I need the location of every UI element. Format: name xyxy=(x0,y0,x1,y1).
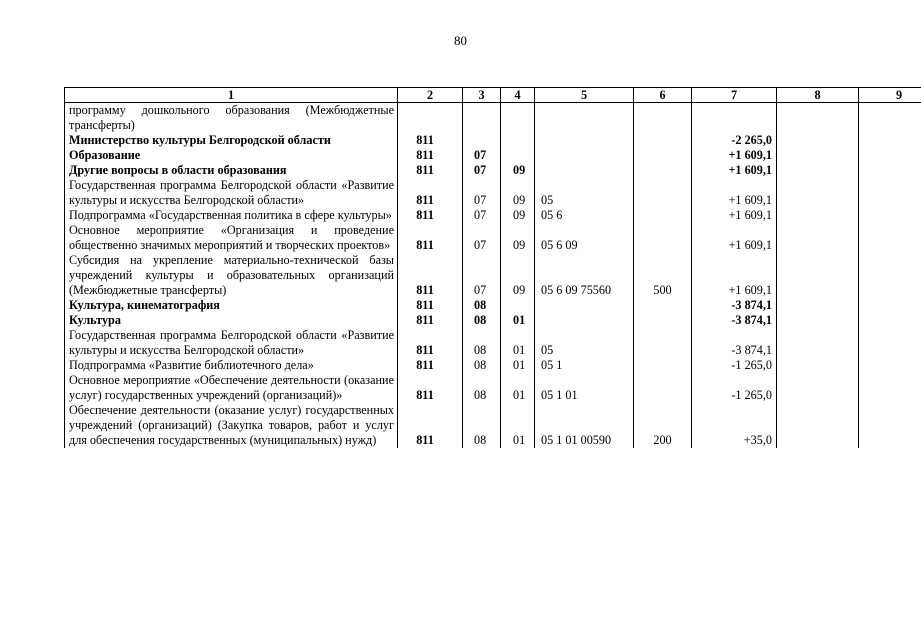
row-empty-cell xyxy=(777,373,859,403)
row-subsection-code: 09 xyxy=(501,208,535,223)
row-description: Подпрограмма «Государственная политика в сфере культуры» xyxy=(65,208,398,223)
row-target-code xyxy=(535,298,634,313)
row-ministry-code: 811 xyxy=(398,208,463,223)
row-expense-type xyxy=(634,328,692,358)
row-target-code xyxy=(535,313,634,328)
row-empty-cell xyxy=(859,163,921,178)
row-ministry-code: 811 xyxy=(398,253,463,298)
row-section-code xyxy=(463,133,501,148)
col-header: 6 xyxy=(634,88,692,103)
row-empty-cell xyxy=(859,298,921,313)
row-empty-cell xyxy=(777,148,859,163)
table-row xyxy=(65,403,921,448)
row-ministry-code: 811 xyxy=(398,358,463,373)
row-subsection-code xyxy=(501,133,535,148)
row-empty-cell xyxy=(777,163,859,178)
row-section-code: 07 xyxy=(463,223,501,253)
row-amount: +1 609,1 xyxy=(692,163,777,178)
row-ministry-code: 811 xyxy=(398,163,463,178)
row-subsection-code: 01 xyxy=(501,358,535,373)
row-target-code: 05 xyxy=(535,178,634,208)
row-description: Образование xyxy=(65,148,398,163)
row-target-code: 05 6 09 75560 xyxy=(535,253,634,298)
row-description: Обеспечение деятельности (оказание услуг) государственных учреждений (организаций) (Закупка товаров, работ и услуг для обеспечения государственных (муниципальных) нужд) xyxy=(65,403,398,448)
row-subsection-code: 09 xyxy=(501,223,535,253)
table-row xyxy=(65,208,921,223)
row-target-code: 05 6 xyxy=(535,208,634,223)
row-section-code: 07 xyxy=(463,178,501,208)
row-description: Министерство культуры Белгородской области xyxy=(65,133,398,148)
row-ministry-code: 811 xyxy=(398,148,463,163)
table-row xyxy=(65,373,921,403)
table-body xyxy=(65,103,921,449)
row-empty-cell xyxy=(859,178,921,208)
row-description: Культура xyxy=(65,313,398,328)
row-subsection-code xyxy=(501,103,535,134)
row-empty-cell xyxy=(859,208,921,223)
row-empty-cell xyxy=(859,313,921,328)
row-description: Культура, кинематография xyxy=(65,298,398,313)
row-description: Основное мероприятие «Организация и проведение общественно значимых мероприятий и творческих проектов» xyxy=(65,223,398,253)
row-amount: +1 609,1 xyxy=(692,208,777,223)
row-section-code: 08 xyxy=(463,373,501,403)
row-ministry-code xyxy=(398,103,463,134)
row-ministry-code: 811 xyxy=(398,328,463,358)
row-description: Государственная программа Белгородской области «Развитие культуры и искусства Белгородской области» xyxy=(65,178,398,208)
row-section-code: 08 xyxy=(463,298,501,313)
row-empty-cell xyxy=(859,328,921,358)
table-row xyxy=(65,298,921,313)
row-empty-cell xyxy=(777,253,859,298)
row-amount: -3 874,1 xyxy=(692,328,777,358)
row-section-code: 07 xyxy=(463,253,501,298)
row-section-code xyxy=(463,103,501,134)
row-section-code: 08 xyxy=(463,358,501,373)
row-expense-type xyxy=(634,298,692,313)
table-row xyxy=(65,133,921,148)
row-section-code: 07 xyxy=(463,208,501,223)
row-ministry-code: 811 xyxy=(398,223,463,253)
table-row xyxy=(65,148,921,163)
row-subsection-code: 01 xyxy=(501,313,535,328)
row-expense-type xyxy=(634,373,692,403)
row-empty-cell xyxy=(859,148,921,163)
table-row xyxy=(65,328,921,358)
row-expense-type xyxy=(634,133,692,148)
col-header: 8 xyxy=(777,88,859,103)
row-subsection-code: 01 xyxy=(501,403,535,448)
row-amount: -3 874,1 xyxy=(692,313,777,328)
row-empty-cell xyxy=(777,298,859,313)
row-target-code: 05 xyxy=(535,328,634,358)
row-empty-cell xyxy=(777,328,859,358)
col-header: 4 xyxy=(501,88,535,103)
row-amount: +1 609,1 xyxy=(692,178,777,208)
table-row xyxy=(65,178,921,208)
row-expense-type xyxy=(634,163,692,178)
row-target-code xyxy=(535,133,634,148)
row-amount: +1 609,1 xyxy=(692,223,777,253)
row-ministry-code: 811 xyxy=(398,373,463,403)
row-target-code xyxy=(535,148,634,163)
row-description: Субсидия на укрепление материально-технической базы учреждений культуры и образовательных организаций (Межбюджетные трансферты) xyxy=(65,253,398,298)
row-description: программу дошкольного образования (Межбюджетные трансферты) xyxy=(65,103,398,134)
row-empty-cell xyxy=(859,133,921,148)
table-header-row xyxy=(65,88,921,103)
page-number: 80 xyxy=(454,33,467,48)
row-expense-type: 500 xyxy=(634,253,692,298)
row-section-code: 07 xyxy=(463,163,501,178)
col-header: 9 xyxy=(859,88,921,103)
budget-table xyxy=(64,87,921,448)
row-subsection-code: 09 xyxy=(501,178,535,208)
row-target-code xyxy=(535,163,634,178)
row-target-code: 05 1 01 00590 xyxy=(535,403,634,448)
table-row xyxy=(65,253,921,298)
row-section-code: 07 xyxy=(463,148,501,163)
row-empty-cell xyxy=(777,178,859,208)
row-empty-cell xyxy=(777,133,859,148)
row-expense-type xyxy=(634,223,692,253)
row-empty-cell xyxy=(777,208,859,223)
row-section-code: 08 xyxy=(463,313,501,328)
row-subsection-code: 01 xyxy=(501,328,535,358)
row-empty-cell xyxy=(859,103,921,134)
row-subsection-code: 09 xyxy=(501,163,535,178)
row-empty-cell xyxy=(859,358,921,373)
row-empty-cell xyxy=(777,313,859,328)
row-subsection-code xyxy=(501,148,535,163)
row-amount: -1 265,0 xyxy=(692,358,777,373)
row-amount xyxy=(692,103,777,134)
col-header: 2 xyxy=(398,88,463,103)
row-expense-type xyxy=(634,178,692,208)
row-empty-cell xyxy=(859,403,921,448)
row-target-code: 05 6 09 xyxy=(535,223,634,253)
row-amount: +1 609,1 xyxy=(692,253,777,298)
row-subsection-code: 01 xyxy=(501,373,535,403)
row-target-code xyxy=(535,103,634,134)
row-target-code: 05 1 xyxy=(535,358,634,373)
row-expense-type: 200 xyxy=(634,403,692,448)
row-subsection-code: 09 xyxy=(501,253,535,298)
row-ministry-code: 811 xyxy=(398,403,463,448)
row-amount: +35,0 xyxy=(692,403,777,448)
row-expense-type xyxy=(634,103,692,134)
table-row xyxy=(65,103,921,134)
row-description: Подпрограмма «Развитие библиотечного дела» xyxy=(65,358,398,373)
row-expense-type xyxy=(634,313,692,328)
row-amount: +1 609,1 xyxy=(692,148,777,163)
col-header: 1 xyxy=(65,88,398,103)
row-expense-type xyxy=(634,208,692,223)
table-row xyxy=(65,313,921,328)
table-row xyxy=(65,358,921,373)
row-amount: -3 874,1 xyxy=(692,298,777,313)
row-subsection-code xyxy=(501,298,535,313)
col-header: 7 xyxy=(692,88,777,103)
row-empty-cell xyxy=(859,223,921,253)
row-amount: -2 265,0 xyxy=(692,133,777,148)
row-amount: -1 265,0 xyxy=(692,373,777,403)
col-header: 3 xyxy=(463,88,501,103)
row-empty-cell xyxy=(859,373,921,403)
row-target-code: 05 1 01 xyxy=(535,373,634,403)
table-row xyxy=(65,163,921,178)
row-expense-type xyxy=(634,358,692,373)
row-ministry-code: 811 xyxy=(398,298,463,313)
table-row xyxy=(65,223,921,253)
row-ministry-code: 811 xyxy=(398,178,463,208)
col-header: 5 xyxy=(535,88,634,103)
row-empty-cell xyxy=(777,223,859,253)
row-section-code: 08 xyxy=(463,328,501,358)
row-empty-cell xyxy=(777,103,859,134)
row-ministry-code: 811 xyxy=(398,133,463,148)
row-expense-type xyxy=(634,148,692,163)
row-description: Государственная программа Белгородской области «Развитие культуры и искусства Белгородской области» xyxy=(65,328,398,358)
row-empty-cell xyxy=(777,403,859,448)
row-ministry-code: 811 xyxy=(398,313,463,328)
row-section-code: 08 xyxy=(463,403,501,448)
row-description: Основное мероприятие «Обеспечение деятельности (оказание услуг) государственных учреждений (организаций)» xyxy=(65,373,398,403)
row-empty-cell xyxy=(777,358,859,373)
row-description: Другие вопросы в области образования xyxy=(65,163,398,178)
row-empty-cell xyxy=(859,253,921,298)
